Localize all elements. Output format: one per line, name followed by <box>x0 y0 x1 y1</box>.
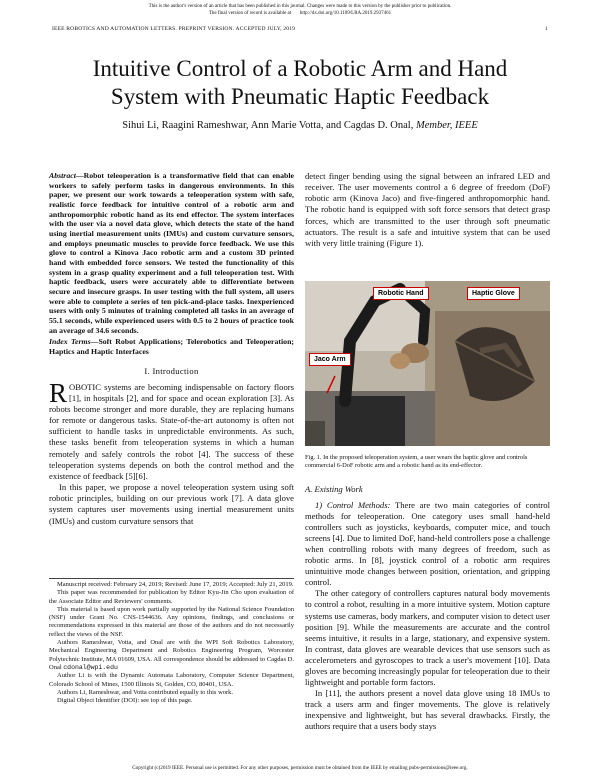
index-terms <box>49 337 294 356</box>
subsection-existing-work: A. Existing Work <box>305 484 363 494</box>
drop-cap: R <box>49 377 68 408</box>
footnote-equal-contribution: Authors Li, Rameshwar, and Votta contributed equally to this work. <box>57 688 234 696</box>
running-head-text: IEEE ROBOTICS AND AUTOMATION LETTERS. PREPRINT VERSION. ACCEPTED JULY, 2019 <box>52 26 296 32</box>
publisher-note-line2: The final version of record is available at http://dx.doi.org/10.1109/LRA.2019.2937461 <box>208 11 392 16</box>
label-jaco-arm: Jaco Arm <box>309 353 351 366</box>
footnote-editor: This paper was recommended for publication by Editor Kyu-Jin Cho upon evaluation of the Associate Editor and Reviewers' comments. <box>49 589 294 605</box>
right-column-lower <box>305 484 550 732</box>
label-haptic-glove: Haptic Glove <box>467 287 520 300</box>
email-link[interactable]: cdonal@wpi.edu <box>63 663 118 671</box>
right-column-top <box>305 171 550 249</box>
doi-link[interactable]: http://dx.doi.org/10.1109/LRA.2019.2937461 <box>299 11 392 16</box>
abstract-label: Abstract— <box>49 171 84 180</box>
publisher-note <box>0 3 600 17</box>
control-methods-paragraph: 1) Control Methods: There are two main categories of control methods for teleoperation. One category uses small hand-held controllers such as joysticks, keyboards, computer mice, and touch screens [4]. Due to limited DoF, hand-held controllers pose a challenge when controlling robots with many degrees of freedom, such as robotic arms. In [8], joystick control of a robotic arm requires unintuitive mode changes between position, orientation, and gripping control. <box>305 500 550 588</box>
publisher-note-line1: This is the author's version of an article that has been published in this journal. Changes were made to this version by the publisher prior to publication. <box>148 4 452 9</box>
index-terms-text: Soft Robot Applications; Telerobotics and Teleoperation; Haptics and Haptic Interfaces <box>49 337 294 356</box>
running-head <box>52 26 548 32</box>
abstract-text: Robot teleoperation is a transformative field that can enable workers to safely perform tasks in dangerous environments. In this paper, we present our work towards a teleoperation system with safe, realistic force feedback for intuitive control of a robotic arm and anthropomorphic robotic hand as its end effector. The system interfaces with the user via a novel data glove, which detects the state of the hand using inertial measurement units (IMUs) and custom curvature sensors, and employs pneumatic muscles to provide force feedback. We use this glove to control a Kinova Jaco robotic arm and a custom 3D printed hand with embedded force sensors. We tested the functionality of this system in a grasp quality experiment and a full teleoperation test. With haptic feedback, users were accurately able to differentiate between secure and insecure grasps. In user testing with the full system, all users were able to complete a series of ten pick-and-place tasks. Inexperienced users with only 5 minutes of training completed all tasks in an average of 55.1 seconds, while experienced users with 0.5 to 2 hours of practice took an average of 34.6 seconds. <box>49 171 294 335</box>
paper-title <box>30 55 570 111</box>
right-paragraph-3: The other category of controllers captures natural body movements to control a robot, resulting in a more intuitive system. Motion capture systems use cameras, body markers, and computer vision to detect user position [9]. While the measurements are accurate and the control seems intuitive, it results in a large, stationary, and expensive system. In contrast, data gloves are wearable devices that use sensors such as accelerometers and gyroscopes to track a user's movement [10]. Data gloves are becoming increasingly popular for teleoperation due to their lightweight and portable form factors. <box>305 588 550 687</box>
author-names: Sihui Li, Raagini Rameshwar, Ann Marie Votta, and Cagdas D. Onal, <box>122 120 414 131</box>
author-role: Member, IEEE <box>415 120 478 131</box>
index-terms-label: Index Terms— <box>49 337 99 347</box>
title-line-1: Intuitive Control of a Robotic Arm and Hand <box>92 56 508 81</box>
intro-paragraph-1-text: OBOTIC systems are becoming indispensable on factory floors [1], in hospitals [2], and for space and ocean exploration [3]. As robots become stronger and more durable, they are replacing humans for remote or dangerous tasks. State-of-the-art autonomy is often not sufficient to handle tasks in unpredictable environments. As such, these tasks benefit from teleoperation systems in which a human remotely and safely controls the robot [4]. The success of these teleoperation systems depends on both the control method and the existence of feedback [5][6]. <box>49 381 294 481</box>
footnote-received: Manuscript received: February 24, 2019; Revised: June 17, 2019; Accepted: July 21, 2019. <box>57 581 294 588</box>
figure-1-caption: Fig. 1. In the proposed teleoperation system, a user wears the haptic glove and controls commercial 6-DoF robotic arm and a robotic hand as its end-effector. <box>305 454 528 470</box>
section-heading-introduction: I. Introduction <box>144 366 199 377</box>
intro-paragraph-1 <box>49 377 294 482</box>
right-paragraph-1: detect finger bending using the signal between an infrared LED and receiver. The user movements control a 6 degree of freedom (DoF) robotic arm (Kinova Jaco) and five-fingered anthropomorphic hand. The robotic hand is equipped with soft force sensors that detect grasp forces, which are transmitted to the user through soft pneumatic actuators. The result is a safe and intuitive system that can be used with very little training (Figure 1). <box>305 171 550 248</box>
label-robotic-hand: Robotic Hand <box>373 287 429 300</box>
footnote-funding: This material is based upon work partially supported by the National Science Foundation (NSF) under Grant No. CNS-1544636. Any opinions, findings, and conclusions or recommendations expressed in this material are those of the authors and do not necessarily reflect the views of the NSF. <box>49 605 294 638</box>
control-methods-label: 1) Control Methods: <box>315 500 391 511</box>
abstract <box>49 171 294 335</box>
right-paragraph-4: In [11], the authors present a novel data glove using 18 IMUs to track a users arm and finger movements. The glove is relatively inexpensive and lightweight, but has several drawbacks. Firstly, the authors require that a users body stays <box>305 687 550 731</box>
footnotes <box>49 578 294 705</box>
footnote-affiliation-mines: Author Li is with the Dynamic Automata Laboratory, Computer Science Department, Colorado School of Mines, 1500 Illinois St, Golden, CO, 80401, USA. <box>49 672 294 688</box>
left-column <box>49 171 294 527</box>
page-number: 1 <box>545 26 548 32</box>
intro-paragraph-2: In this paper, we propose a novel teleoperation system using soft robotic principles, building on our previous work [7]. A data glove system captures user movements using inertial measurement units (IMUs) and custom curvature sensors that <box>49 482 294 526</box>
figure-1-photo <box>305 281 550 446</box>
title-line-2: System with Pneumatic Haptic Feedback <box>110 84 490 109</box>
author-list <box>30 120 570 131</box>
footnote-doi: Digital Object Identifier (DOI): see top of this page. <box>57 697 193 705</box>
footnote-affiliation-wpi: Authors Rameshwar, Votta, and Onal are with the WPI Soft Robotics Laboratory, Mechanical Engineering Department and Robotics Engineering Program, Worcester Polytechnic Institute, MA 01609, USA. All correspondence should be addressed to Cagdas D. Onal cdonal@wpi.edu <box>49 639 294 671</box>
copyright-footer: Copyright (c)2019 IEEE. Personal use is permitted. For any other purposes, permission must be obtained from the IEEE by emailing pubs-permissions@ieee.org. <box>132 765 468 771</box>
